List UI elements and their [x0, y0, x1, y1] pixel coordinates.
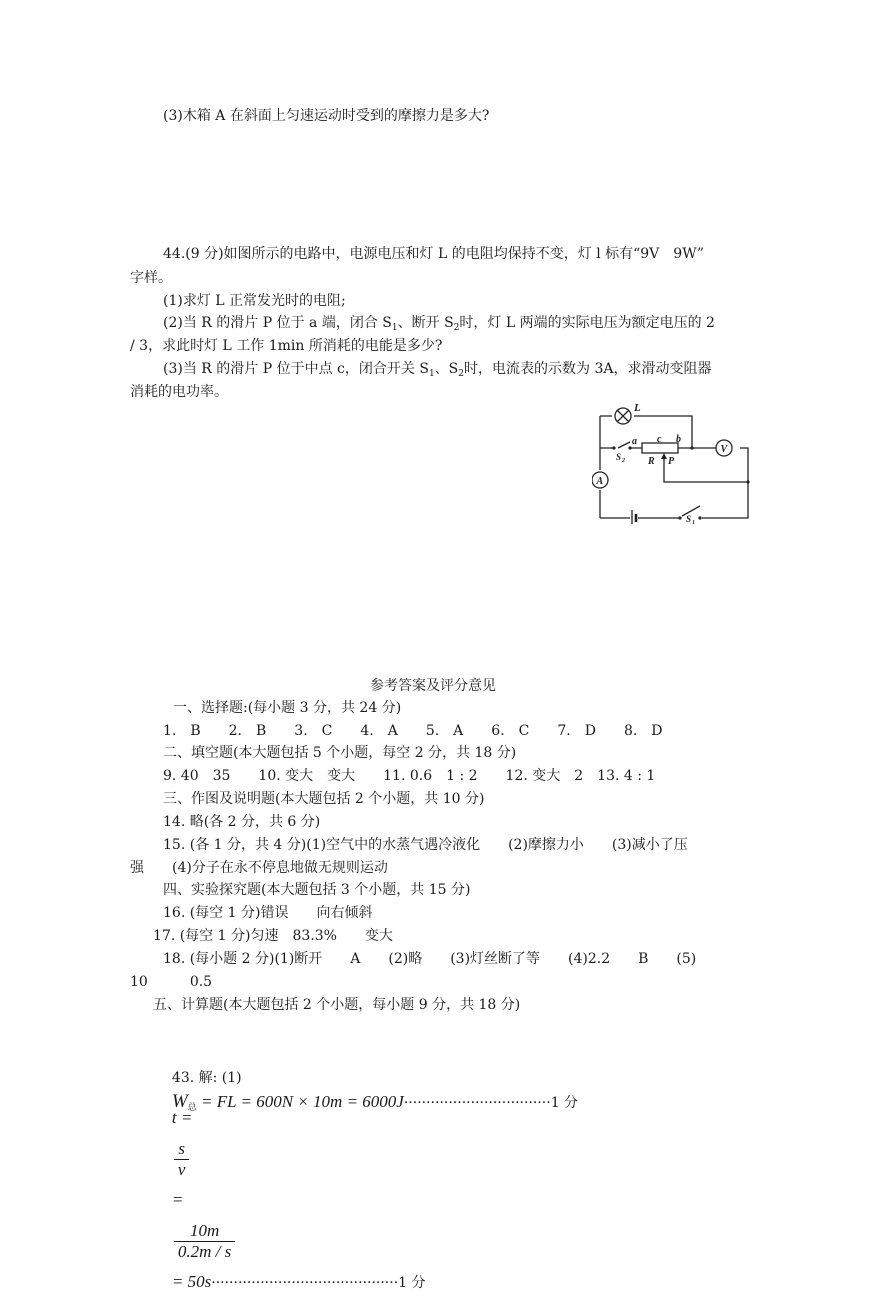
q44-part3-line2: 消耗的电功率。 [130, 384, 228, 400]
answers-sec2-list: 9. 40 35 10. 变大 变大 11. 0.6 1 : 2 12. 变大 2 13. 4 : 1 [163, 768, 656, 784]
answers-title: 参考答案及评分意见 [370, 678, 496, 694]
q43-part3: (3)木箱 A 在斜面上匀速运动时受到的摩擦力是多大? [163, 108, 490, 124]
answers-sec5: 五、计算题(本大题包括 2 个小题，每小题 9 分，共 18 分) [153, 997, 521, 1013]
lamp-icon [615, 408, 631, 424]
answers-q15-line1: 15. (各 1 分，共 4 分)(1)空气中的水蒸气遇冷液化 (2)摩擦力小 (3)减小了压 [163, 837, 688, 853]
q43-equation-2: $W_总$ = FL = 600N × 10m = 6000J·································1 分 [171, 1091, 579, 1113]
answers-sec4: 四、实验探究题(本大题包括 3 个小题，共 15 分) [163, 882, 471, 898]
label-s1: S [686, 514, 692, 524]
q44-part3-line1: (3)当 R 的滑片 P 位于中点 c，闭合开关 $S_1$、$S_2$时，电流表的示数为 3A，求滑动变阻器 [163, 361, 712, 379]
answers-q15-line2: 强 (4)分子在永不停息地做无规则运动 [130, 860, 388, 876]
answers-sec3: 三、作图及说明题(本大题包括 2 个小题，共 10 分) [163, 791, 485, 807]
label-c: c [657, 434, 662, 445]
answers-q14: 14. 略(各 2 分，共 6 分) [163, 814, 321, 830]
battery-icon [632, 510, 636, 524]
label-a: a [632, 436, 637, 447]
answers-q18-line2: 10 0.5 [130, 974, 213, 990]
q44-part1: (1)求灯 L 正常发光时的电阻; [163, 293, 346, 309]
answers-sec1-list: 1. B 2. B 3. C 4. A 5. A 6. C 7. D 8. D [163, 723, 663, 739]
label-p: P [668, 456, 675, 467]
label-r: R [648, 456, 655, 467]
answers-q18-line1: 18. (每小题 2 分)(1)断开 A (2)略 (3)灯丝断了等 (4)2.2 B (5) [163, 951, 697, 967]
q44-part2-line2: / 3，求此时灯 L 工作 1min 所消耗的电能是多少? [130, 338, 443, 354]
slider-arrow-icon [661, 453, 667, 459]
q44-intro-line2: 字样。 [130, 270, 172, 286]
label-ammeter: A [596, 476, 604, 487]
answers-q16: 16. (每空 1 分)错误 向右倾斜 [163, 905, 373, 921]
q43-equation-1: 43. 解: (1) t = $\frac{s}{v}$ = $\frac{10m}{0.2m / s}$ = 50s··········································1 分 [171, 1070, 426, 1291]
label-s2: S [616, 452, 622, 462]
answers-sec2: 二、填空题(本大题包括 5 个小题，每空 2 分，共 18 分) [163, 745, 517, 761]
label-b: b [676, 434, 681, 445]
circuit-diagram [592, 398, 754, 524]
answers-sec1: 一、选择题:(每小题 3 分，共 24 分) [173, 700, 402, 716]
label-s2-sub: 2 [622, 458, 625, 464]
answers-q17: 17. (每空 1 分)匀速 83.3% 变大 [153, 928, 393, 944]
q44-intro-line1: 44.(9 分)如图所示的电路中，电源电压和灯 L 的电阻均保持不变，灯 l 标有“9V 9W” [163, 246, 705, 262]
label-s1-sub: 1 [692, 520, 695, 524]
q44-part2-line1: (2)当 R 的滑片 P 位于 a 端，闭合 $S_1$、断开 $S_2$时，灯 L 两端的实际电压为额定电压的 2 [163, 315, 715, 333]
label-lamp: L [634, 402, 641, 414]
label-voltmeter: V [720, 444, 728, 455]
